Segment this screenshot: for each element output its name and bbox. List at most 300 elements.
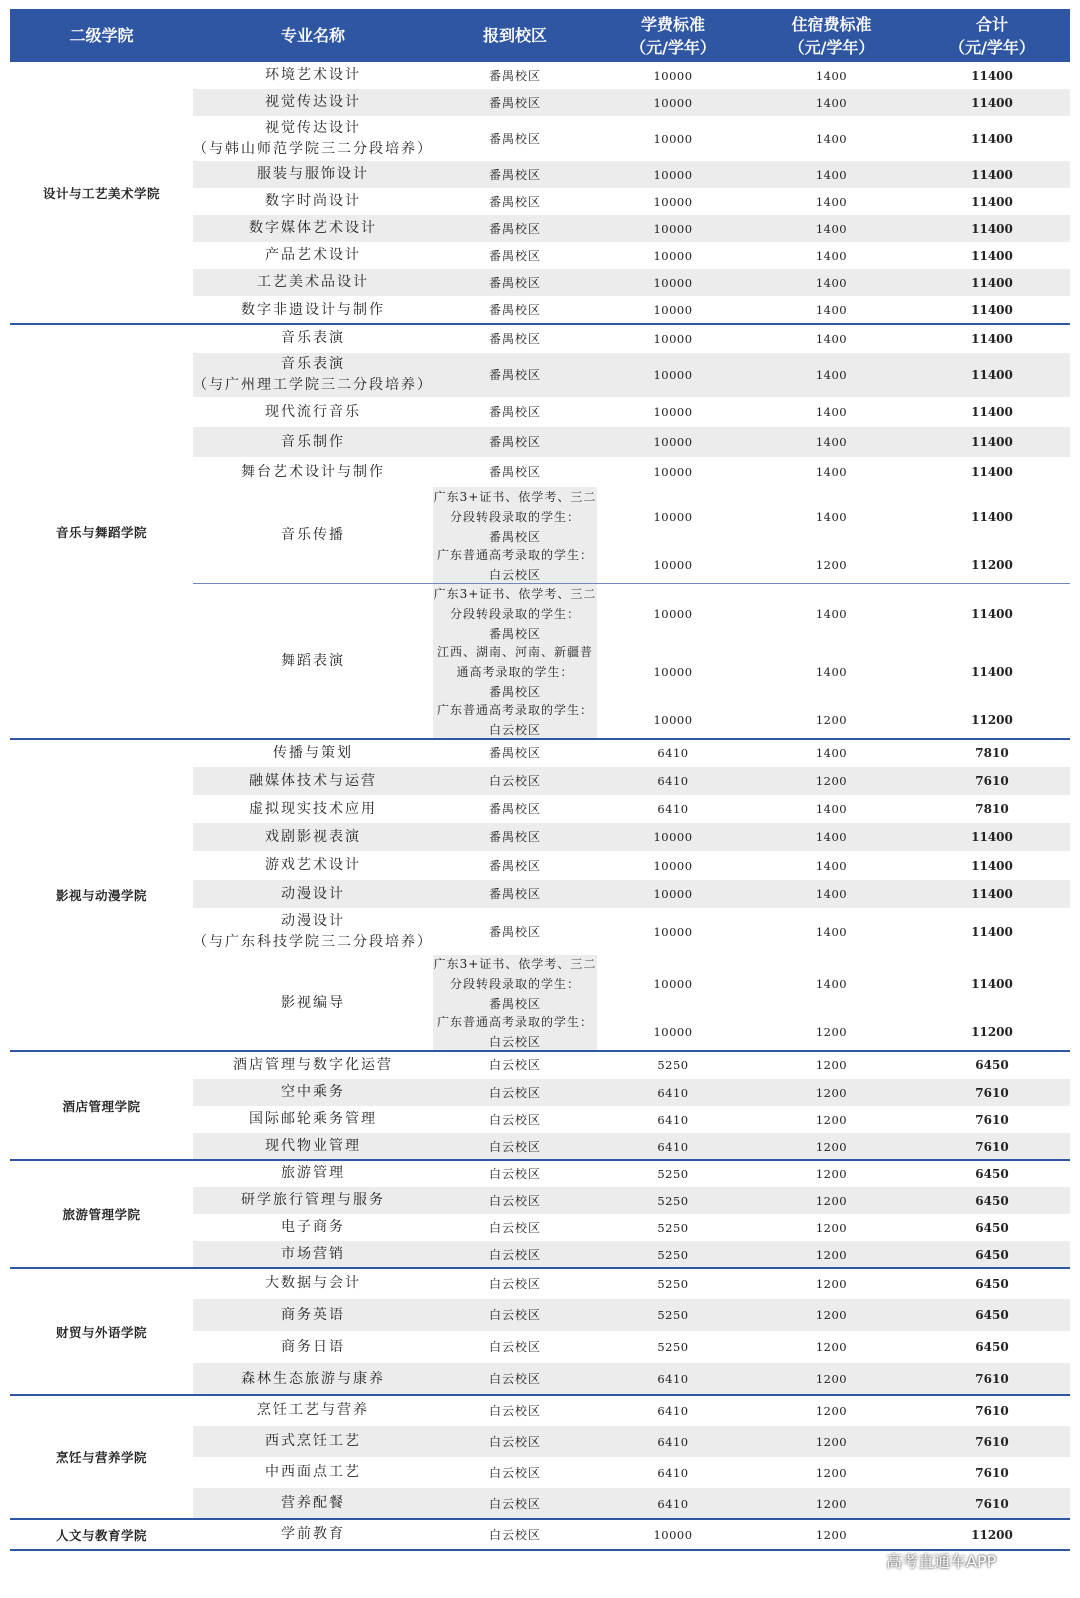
campus-cell [433,1363,597,1395]
campus-text: 分段转段录取的学生： [449,509,580,524]
campus-cell [433,242,597,269]
campus-text: 番禺校区 [488,194,541,209]
tuition-cell [597,1013,749,1051]
tuition-value: 10000 [653,558,693,572]
dorm-cell [749,1241,914,1268]
tuition-value: 10000 [653,194,693,209]
major-name: 戏剧影视表演 [265,828,361,845]
header-total: 合计 （元/学年） [949,14,1035,57]
college-name-cell [10,739,193,1051]
header-tuition: 学费标准 （元/学年） [630,14,716,57]
campus-text: 白云校区 [488,1139,541,1154]
campus-text: 白云校区 [488,1085,541,1100]
tuition-value: 6410 [657,1112,689,1127]
dorm-value: 1200 [815,1527,848,1542]
total-cell [914,215,1070,242]
tuition-value: 6410 [657,1496,689,1511]
dorm-value: 1200 [815,1193,848,1208]
total-cell [914,1214,1070,1241]
college-name-cell [10,1519,193,1550]
campus-text: 江西、湖南、河南、新疆普 [436,645,593,659]
college-name-cell [10,324,193,739]
dorm-value: 1400 [815,303,848,317]
major-name-cell [193,1488,433,1519]
major-name: 工艺美术品设计 [257,274,369,290]
dorm-value: 1200 [815,1434,848,1449]
total-value: 11400 [971,435,1013,449]
major-name: 舞台艺术设计与制作 [241,463,385,480]
tuition-cell [597,269,749,296]
tuition-value: 6410 [657,1403,689,1418]
major-name-cell [193,1268,433,1299]
major-name: 空中乘务 [281,1084,345,1100]
total-value: 11200 [971,1527,1013,1542]
dorm-value: 1200 [815,1025,848,1039]
major-name: 商务日语 [281,1338,345,1355]
tuition-cell [597,739,749,767]
tuition-value: 5250 [657,1193,689,1208]
campus-cell [433,908,597,955]
total-value: 11400 [971,887,1013,901]
dorm-cell [749,546,914,584]
tuition-value: 10000 [653,275,693,290]
tuition-cell [597,1488,749,1519]
total-value: 11200 [971,1025,1013,1039]
dorm-value: 1400 [815,509,848,524]
tuition-value: 10000 [653,830,693,844]
major-name: 现代流行音乐 [265,403,361,420]
major-name-cell [193,89,433,116]
total-value: 7610 [975,1085,1009,1100]
tuition-cell [597,767,749,795]
campus-text: 白云校区 [488,1403,541,1418]
campus-cell [433,116,597,161]
tuition-value: 10000 [653,68,693,83]
dorm-value: 1400 [815,924,848,939]
major-name: 音乐传播 [281,527,345,543]
campus-text: 番禺校区 [488,331,541,346]
campus-cell [433,1395,597,1426]
major-name-cell [193,353,433,397]
major-name-cell [193,1133,433,1160]
tuition-cell [597,1187,749,1214]
total-cell [914,487,1070,546]
total-cell [914,1331,1070,1363]
major-name: 旅游管理 [281,1165,345,1181]
total-value: 11400 [971,924,1013,939]
total-value: 7610 [975,1465,1009,1480]
total-cell [914,1299,1070,1331]
tuition-value: 10000 [653,887,693,901]
dorm-cell [749,1299,914,1331]
campus-text: 番禺校区 [488,685,541,699]
dorm-value: 1200 [815,1403,848,1418]
total-cell [914,457,1070,487]
college-name: 音乐与舞蹈学院 [55,524,147,540]
dorm-value: 1400 [815,194,848,209]
campus-cell [433,1079,597,1106]
major-name: 学前教育 [281,1526,345,1542]
campus-text: 白云校区 [488,1340,541,1354]
dorm-cell [749,1106,914,1133]
total-cell [914,1187,1070,1214]
tuition-value: 6410 [657,1434,689,1449]
tuition-cell [597,1299,749,1331]
tuition-cell [597,1426,749,1457]
watermark: 高考直通车APP [886,1552,997,1571]
major-name: 市场营销 [281,1246,345,1262]
total-value: 11400 [971,95,1013,110]
tuition-cell [597,823,749,851]
header-dorm: 住宿费标准 （元/学年） [788,14,875,57]
dorm-cell [749,161,914,188]
major-name: 现代物业管理 [265,1138,361,1154]
campus-text: 番禺校区 [488,997,541,1011]
campus-cell [433,1051,597,1079]
campus-cell [433,324,597,353]
tuition-value: 10000 [653,435,693,449]
total-cell [914,242,1070,269]
campus-cell [433,1488,597,1519]
total-value: 11400 [971,509,1013,524]
dorm-cell [749,89,914,116]
tuition-value: 6410 [657,1085,689,1100]
college-name: 影视与动漫学院 [55,888,147,903]
total-value: 7610 [975,1434,1009,1449]
total-value: 11400 [971,221,1013,236]
major-name: 传播与策划 [273,744,353,761]
dorm-cell [749,457,914,487]
total-value: 7610 [975,1139,1009,1154]
major-name-cell [193,767,433,795]
tuition-value: 10000 [653,606,693,621]
tuition-value: 10000 [653,368,693,382]
dorm-cell [749,1214,914,1241]
major-name: 游戏艺术设计 [265,857,361,873]
major-name-cell [193,269,433,296]
major-name: 森林生态旅游与康养 [241,1370,385,1387]
major-name: 酒店管理与数字化运营 [233,1056,393,1073]
dorm-cell [749,1363,914,1395]
major-name: 中西面点工艺 [265,1464,361,1480]
campus-text: 分段转段录取的学生： [449,977,580,991]
tuition-cell [597,1133,749,1160]
campus-text: 白云校区 [488,1527,541,1542]
major-name-cell [193,1426,433,1457]
major-name-cell [193,1331,433,1363]
campus-text: 广东3+证书、依学考、三二 [433,586,597,601]
total-value: 11400 [971,830,1013,844]
campus-text: 白云校区 [488,1058,541,1072]
major-name: 研学旅行管理与服务 [241,1192,385,1208]
dorm-value: 1400 [815,275,848,290]
total-cell [914,767,1070,795]
total-value: 6450 [975,1247,1009,1262]
dorm-cell [749,1331,914,1363]
major-name: 音乐表演 [281,330,345,346]
dorm-value: 1400 [815,221,848,236]
dorm-cell [749,296,914,324]
dorm-cell [749,1488,914,1519]
tuition-cell [597,296,749,324]
dorm-cell [749,1079,914,1106]
campus-cell [433,955,597,1013]
major-name-cell [193,1363,433,1395]
campus-cell [433,701,597,739]
dorm-cell [749,1395,914,1426]
total-value: 11400 [971,977,1013,991]
campus-cell [433,62,597,89]
campus-text: 番禺校区 [488,303,541,317]
campus-cell [433,1133,597,1160]
dorm-value: 1200 [815,1465,848,1480]
campus-text: 广东普通高考录取的学生： [436,1015,593,1029]
campus-text: 广东普通高考录取的学生： [436,548,593,562]
dorm-cell [749,188,914,215]
dorm-value: 1200 [815,1139,848,1154]
major-name: 国际邮轮乘务管理 [249,1111,377,1127]
campus-cell [433,880,597,908]
dorm-value: 1200 [815,1276,848,1291]
tuition-cell [597,1457,749,1488]
tuition-value: 10000 [653,977,693,991]
tuition-value: 6410 [657,802,689,816]
major-name: （与广东科技学院三二分段培养） [193,933,433,950]
major-name-cell [193,161,433,188]
total-value: 11400 [971,303,1013,317]
campus-text: 番禺校区 [488,68,541,83]
dorm-value: 1400 [815,405,848,419]
dorm-value: 1200 [815,1220,848,1235]
tuition-value: 10000 [653,303,693,317]
tuition-cell [597,188,749,215]
total-cell [914,1133,1070,1160]
tuition-cell [597,1268,749,1299]
major-name-cell [193,1160,433,1187]
campus-cell [433,1013,597,1051]
dorm-value: 1200 [815,1496,848,1511]
dorm-value: 1400 [815,465,848,479]
campus-text: 白云校区 [488,1247,541,1262]
major-name: 环境艺术设计 [265,67,361,83]
campus-cell [433,296,597,324]
total-value: 6450 [975,1276,1009,1291]
dorm-value: 1200 [815,1085,848,1100]
campus-cell [433,643,597,701]
total-value: 11400 [971,858,1013,873]
total-cell [914,701,1070,739]
total-value: 11400 [971,131,1013,146]
total-value: 11400 [971,275,1013,290]
campus-cell [433,269,597,296]
major-name-cell [193,1519,433,1550]
campus-text: 番禺校区 [488,924,541,939]
tuition-value: 10000 [653,405,693,419]
total-value: 7610 [975,1112,1009,1127]
total-cell [914,851,1070,880]
dorm-cell [749,701,914,739]
tuition-value: 6410 [657,746,689,760]
campus-text: 白云校区 [488,568,541,582]
campus-cell [433,1268,597,1299]
tuition-cell [597,89,749,116]
major-name-cell [193,1299,433,1331]
campus-text: 白云校区 [488,1035,541,1049]
college-name: 人文与教育学院 [55,1527,147,1543]
campus-cell [433,584,597,643]
tuition-value: 10000 [653,248,693,263]
total-cell [914,880,1070,908]
major-name: 舞蹈表演 [281,653,345,669]
major-name-cell [193,324,433,353]
campus-text: 白云校区 [488,1434,541,1449]
college-name-cell [10,1395,193,1519]
campus-cell [433,188,597,215]
campus-cell [433,397,597,427]
campus-cell [433,89,597,116]
major-name-cell [193,1079,433,1106]
dorm-cell [749,739,914,767]
campus-text: 广东3+证书、依学考、三二 [433,489,597,504]
dorm-cell [749,880,914,908]
major-name-cell [193,487,433,584]
tuition-cell [597,324,749,353]
major-name-cell [193,823,433,851]
college-name-cell [10,62,193,324]
campus-cell [433,1241,597,1268]
campus-text: 番禺校区 [488,465,541,479]
total-value: 6450 [975,1166,1009,1181]
total-cell [914,1363,1070,1395]
dorm-value: 1400 [815,131,848,146]
total-value: 7610 [975,1496,1009,1511]
tuition-cell [597,880,749,908]
dorm-value: 1200 [815,1247,848,1262]
campus-cell [433,1426,597,1457]
total-cell [914,1488,1070,1519]
tuition-value: 6410 [657,774,689,788]
total-value: 11200 [971,558,1013,572]
campus-text: 番禺校区 [488,626,541,641]
total-value: 11400 [971,465,1013,479]
tuition-cell [597,215,749,242]
dorm-cell [749,1187,914,1214]
dorm-cell [749,1051,914,1079]
major-name-cell [193,1395,433,1426]
major-name-cell [193,1051,433,1079]
tuition-cell [597,643,749,701]
major-name: 融媒体技术与运营 [249,772,377,789]
college-name-cell [10,1268,193,1395]
major-name-cell [193,851,433,880]
tuition-cell [597,116,749,161]
dorm-cell [749,1268,914,1299]
campus-text: 白云校区 [488,774,541,788]
dorm-value: 1400 [815,977,848,991]
tuition-cell [597,1363,749,1395]
tuition-cell [597,546,749,584]
major-name: 大数据与会计 [265,1275,361,1291]
major-name: 数字非遗设计与制作 [241,301,385,318]
tuition-cell [597,457,749,487]
major-name: 动漫设计 [281,912,345,929]
campus-text: 白云校区 [488,1465,541,1480]
total-cell [914,1079,1070,1106]
tuition-cell [597,584,749,643]
major-name: 服装与服饰设计 [257,166,369,182]
dorm-cell [749,1519,914,1550]
campus-text: 白云校区 [488,1112,541,1127]
major-name-cell [193,1214,433,1241]
campus-text: 分段转段录取的学生： [449,606,580,621]
tuition-cell [597,242,749,269]
major-name-cell [193,116,433,161]
dorm-cell [749,242,914,269]
campus-cell [433,1106,597,1133]
major-name-cell [193,427,433,457]
dorm-cell [749,851,914,880]
major-name: 西式烹饪工艺 [265,1433,361,1449]
dorm-cell [749,1426,914,1457]
total-value: 11400 [971,331,1013,346]
campus-text: 白云校区 [488,1193,541,1208]
campus-text: 白云校区 [488,1372,541,1386]
dorm-cell [749,215,914,242]
dorm-cell [749,427,914,457]
dorm-cell [749,1013,914,1051]
dorm-cell [749,487,914,546]
major-name-cell [193,215,433,242]
total-value: 6450 [975,1340,1009,1354]
total-value: 11400 [971,194,1013,209]
major-name: 影视编导 [281,994,345,1011]
campus-text: 番禺校区 [488,529,541,544]
total-value: 7610 [975,1403,1009,1418]
total-value: 11400 [971,405,1013,419]
dorm-value: 1200 [815,774,848,788]
campus-cell [433,1160,597,1187]
tuition-cell [597,353,749,397]
total-value: 11400 [971,606,1013,621]
tuition-cell [597,1079,749,1106]
total-value: 11400 [971,368,1013,382]
dorm-value: 1400 [815,248,848,263]
tuition-value: 10000 [653,131,693,146]
college-name: 旅游管理学院 [62,1207,141,1222]
campus-text: 番禺校区 [488,858,541,873]
campus-cell [433,1457,597,1488]
total-value: 11400 [971,248,1013,263]
dorm-value: 1400 [815,167,848,182]
tuition-value: 5250 [657,1058,689,1072]
dorm-value: 1200 [815,1058,848,1072]
dorm-value: 1200 [815,1340,848,1354]
major-name-cell [193,880,433,908]
total-cell [914,296,1070,324]
college-name: 酒店管理学院 [62,1098,141,1114]
tuition-value: 10000 [653,95,693,110]
major-name-cell [193,1106,433,1133]
campus-cell [433,546,597,584]
tuition-value: 10000 [653,331,693,346]
tuition-value: 6410 [657,1372,689,1386]
tuition-cell [597,1331,749,1363]
table-header [10,9,1070,62]
tuition-value: 10000 [653,924,693,939]
tuition-value: 10000 [653,713,693,727]
tuition-cell [597,1241,749,1268]
tuition-value: 6410 [657,1465,689,1480]
